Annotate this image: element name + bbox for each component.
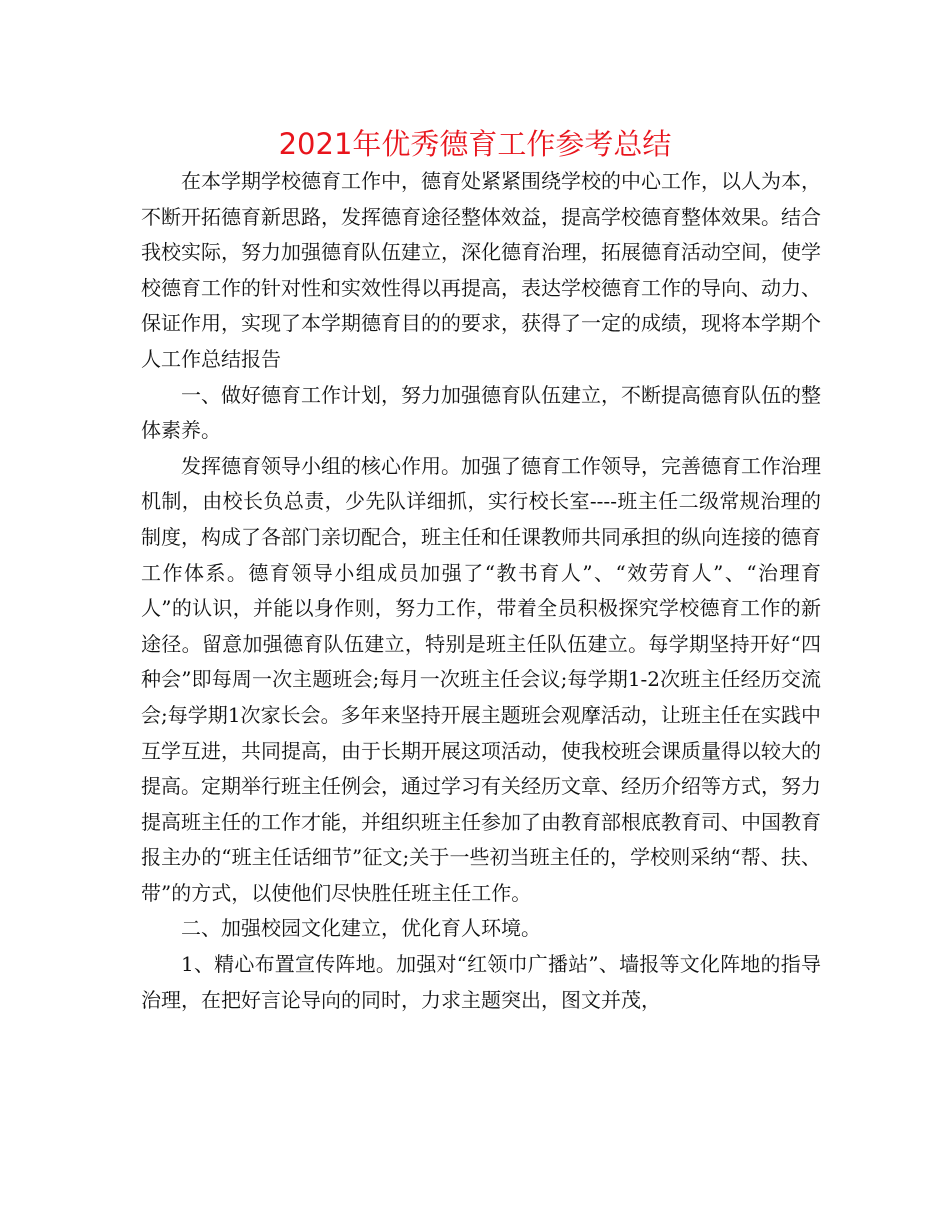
paragraph-intro: 在本学期学校德育工作中，德育处紧紧围绕学校的中心工作，以人为本，不断开拓德育新思路，发挥德育途径整体效益，提高学校德育整体效果。结合我校实际，努力加强德育队伍建立，深化德育治理，拓展德育活动空间，使学校德育工作的针对性和实效性得以再提高，表达学校德育工作的导向、动力、保证作用，实现了本学期德育目的的要求，获得了一定的成绩，现将本学期个人工作总结报告	[141, 169, 821, 371]
paragraph-section-1-body: 发挥德育领导小组的核心作用。加强了德育工作领导，完善德育工作治理机制，由校长负总责，少先队详细抓，实行校长室----班主任二级常规治理的制度，构成了各部门亲切配合，班主任和任课教师共同承担的纵向连接的德育工作体系。德育领导小组成员加强了“教书育人”、“效劳育人”、“治理育人”的认识，并能以身作则，努力工作，带着全员积极探究学校德育工作的新途径。留意加强德育队伍建立，特别是班主任队伍建立。每学期坚持开好“四种会”即每周一次主题班会;每月一次班主任会议;每学期1-2次班主任经历交流会;每学期1次家长会。多年来坚持开展主题班会观摩活动，让班主任在实践中互学互进，共同提高，由于长期开展这项活动，使我校班会课质量得以较大的提高。定期举行班主任例会，通过学习有关经历文章、经历介绍等方式，努力提高班主任的工作才能，并组织班主任参加了由教育部根底教育司、中国教育报主办的“班主任话细节”征文;关于一些初当班主任的，学校则采纳“帮、扶、带”的方式，以使他们尽快胜任班主任工作。	[141, 453, 821, 905]
document-title: 2021年优秀德育工作参考总结	[278, 127, 672, 161]
paragraph-section-2-item-1: 1、精心布置宣传阵地。加强对“红领巾广播站”、墙报等文化阵地的指导治理，在把好言论导向的同时，力求主题突出，图文并茂，	[141, 952, 821, 1012]
paragraph-section-2-heading: 二、加强校园文化建立，优化育人环境。	[181, 916, 541, 941]
document-body	[141, 164, 821, 1018]
paragraph-section-1-heading: 一、做好德育工作计划，努力加强德育队伍建立，不断提高德育队伍的整体素养。	[141, 382, 821, 443]
